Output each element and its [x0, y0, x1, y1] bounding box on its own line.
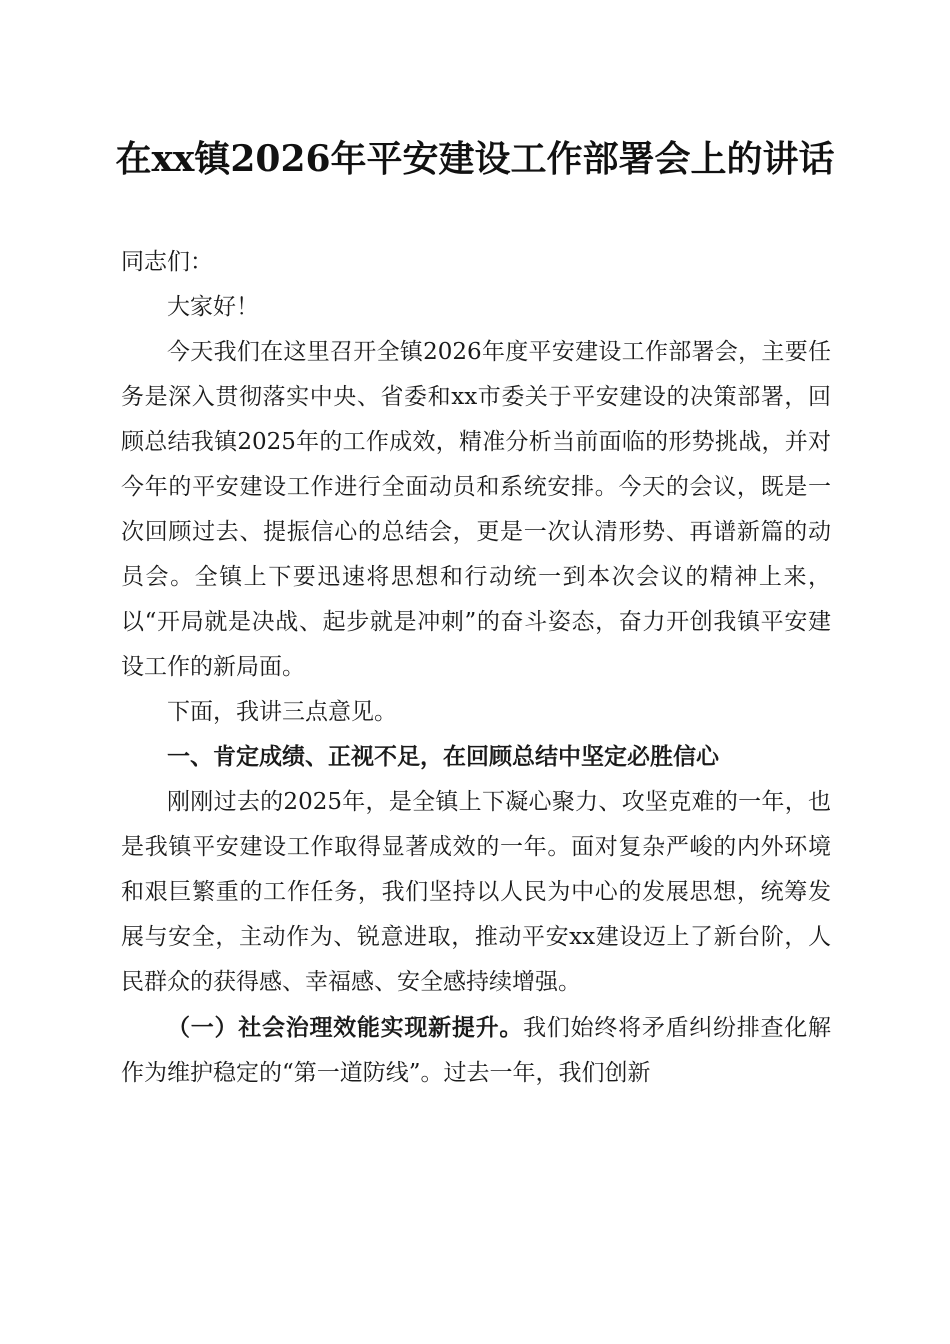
paragraph-review: 刚刚过去的2025年，是全镇上下凝心聚力、攻坚克难的一年，也是我镇平安建设工作取得显著成效的一年。面对复杂严峻的内外环境和艰巨繁重的工作任务，我们坚持以人民为中心的发展思想，统筹发展与安全，主动作为、锐意进取，推动平安xx建设迈上了新台阶，人民群众的获得感、幸福感、安全感持续增强。	[121, 789, 831, 995]
section-heading-1: 一、肯定成绩、正视不足，在回顾总结中坚定必胜信心	[167, 744, 719, 770]
subsection-1-heading: （一）社会治理效能实现新提升。	[167, 1014, 524, 1041]
paragraph-outline: 下面，我讲三点意见。	[167, 699, 397, 725]
paragraph-intro: 今天我们在这里召开全镇2026年度平安建设工作部署会，主要任务是深入贯彻落实中央、省委和xx市委关于平安建设的决策部署，回顾总结我镇2025年的工作成效，精准分析当前面临的形势挑战，并对今年的平安建设工作进行全面动员和系统安排。今天的会议，既是一次回顾过去、提振信心的总结会，更是一次认清形势、再谱新篇的动员会。全镇上下要迅速将思想和行动统一到本次会议的精神上来，以“开局就是决战、起步就是冲刺”的奋斗姿态，奋力开创我镇平安建设工作的新局面。	[121, 339, 831, 680]
document-body	[121, 240, 831, 1096]
page-title: 在xx镇2026年平安建设工作部署会上的讲话	[115, 138, 835, 180]
subsection-1-text: 我们始终将矛盾纠纷排查化解作为维护稳定的“第一道防线”。过去一年，我们创新	[121, 1015, 832, 1086]
salutation: 同志们：	[121, 249, 213, 275]
greeting: 大家好！	[167, 294, 259, 320]
subsection-1	[121, 1005, 831, 1096]
